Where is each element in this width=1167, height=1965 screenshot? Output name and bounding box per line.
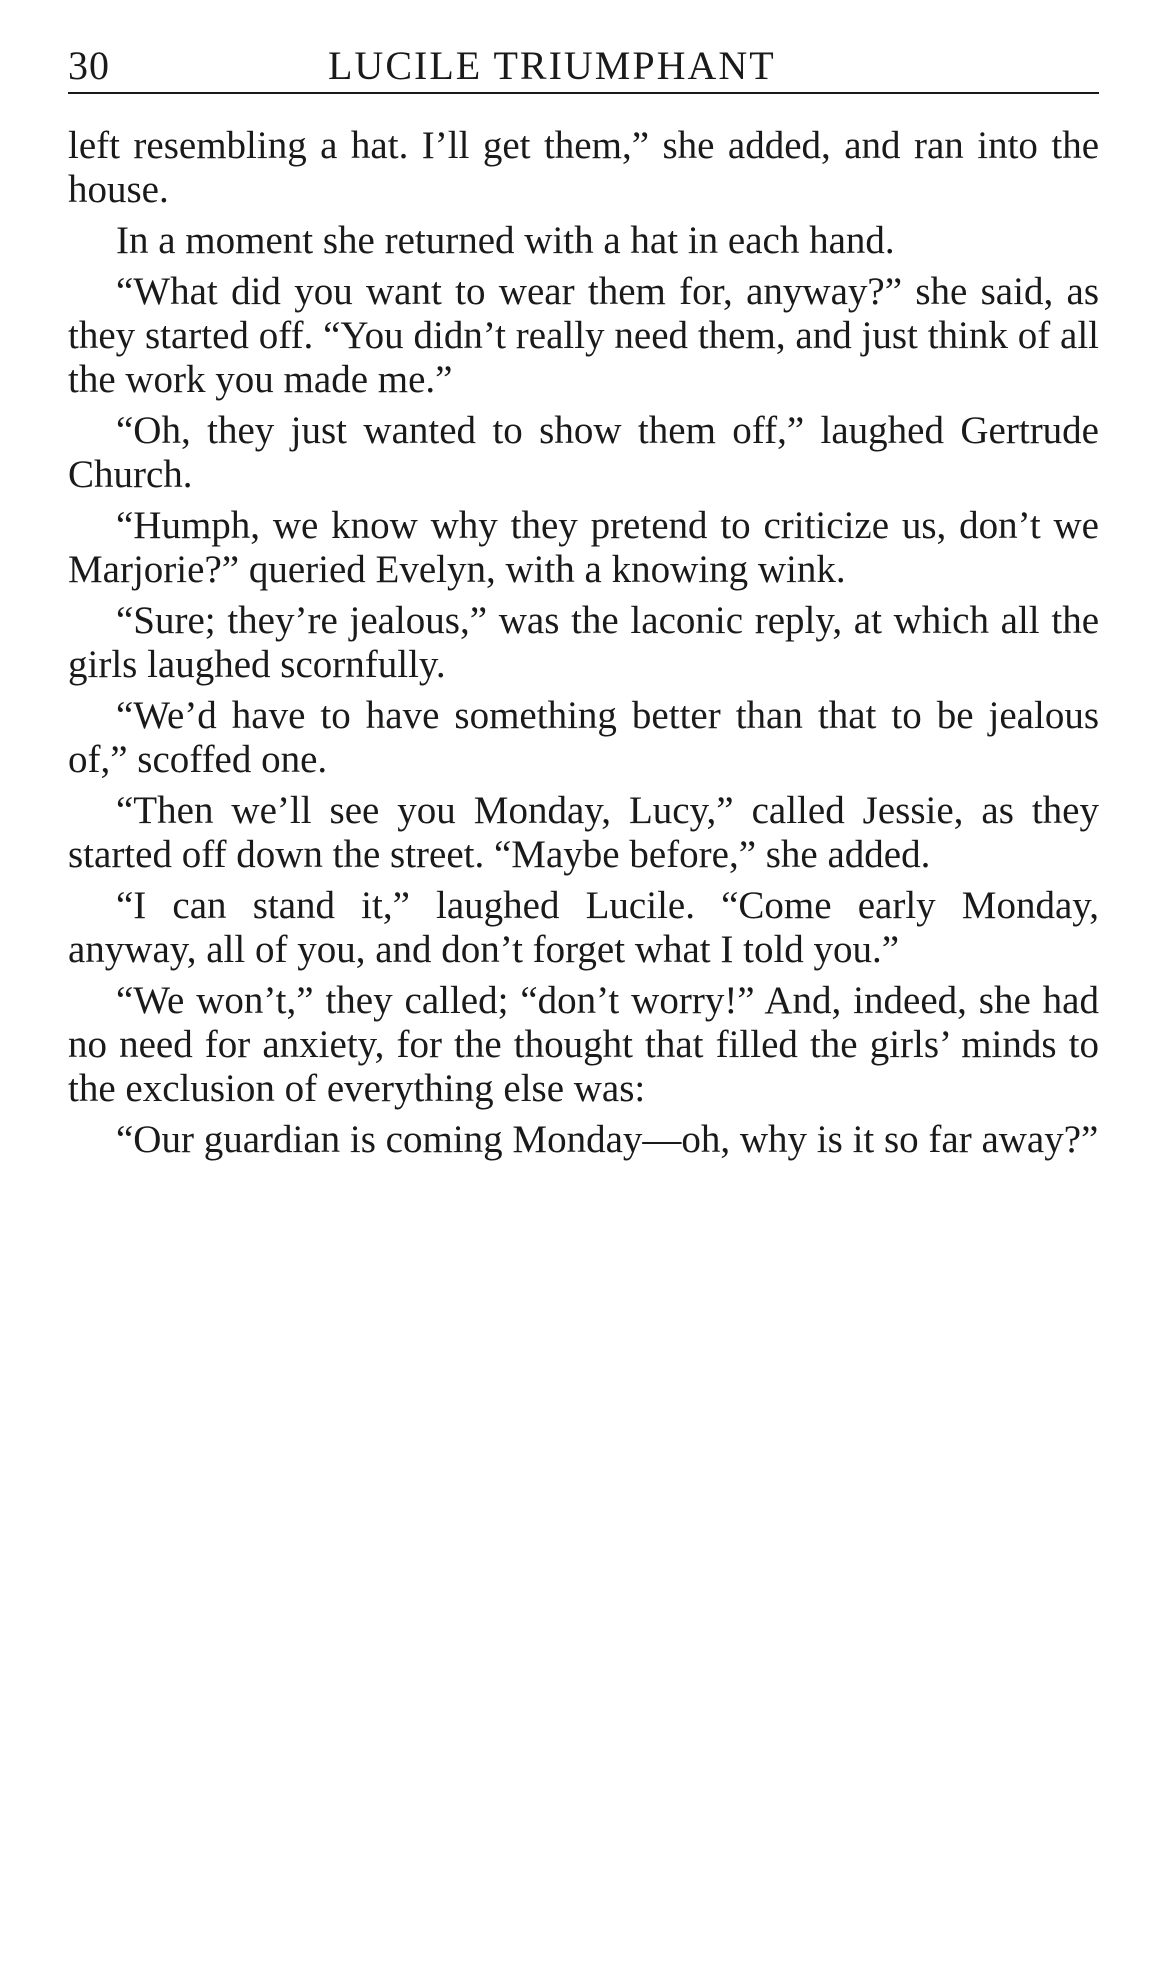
paragraph: In a moment she returned with a hat in each hand. xyxy=(116,219,895,262)
book-page xyxy=(68,40,1099,1169)
running-header xyxy=(68,40,1099,94)
paragraph: “We’d have to have something better than that to be jealous of,” scoffed one. xyxy=(68,694,1099,781)
page-number: 30 xyxy=(68,43,110,88)
paragraph: “What did you want to wear them for, anyway?” she said, as they started off. “You didn’t really need them, and just think of all the work you made me.” xyxy=(68,270,1099,401)
paragraph: “Oh, they just wanted to show them off,” laughed Gertrude Church. xyxy=(68,409,1099,496)
paragraph: “We won’t,” they called; “don’t worry!” And, indeed, she had no need for anxiety, for the thought that filled the girls’ minds to the exclusion of everything else was: xyxy=(68,979,1099,1110)
paragraph: “I can stand it,” laughed Lucile. “Come early Monday, anyway, all of you, and don’t forget what I told you.” xyxy=(68,884,1099,971)
paragraph: “Humph, we know why they pretend to criticize us, don’t we Marjorie?” queried Evelyn, with a knowing wink. xyxy=(68,504,1099,591)
paragraph: “Then we’ll see you Monday, Lucy,” called Jessie, as they started off down the street. “Maybe before,” she added. xyxy=(68,789,1099,876)
paragraph: “Sure; they’re jealous,” was the laconic reply, at which all the girls laughed scornfully. xyxy=(68,599,1099,686)
paragraph: “Our guardian is coming Monday—oh, why is it so far away?” xyxy=(116,1118,1099,1161)
paragraph: left resembling a hat. I’ll get them,” she added, and ran into the house. xyxy=(68,124,1099,211)
book-title: LUCILE TRIUMPHANT xyxy=(328,43,776,88)
body-text xyxy=(68,124,1099,1162)
